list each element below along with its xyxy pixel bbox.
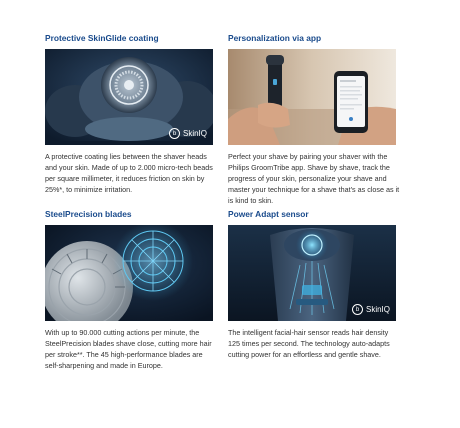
blades-illustration [45, 225, 213, 321]
app-illustration [228, 49, 396, 145]
feature-personalization [228, 33, 400, 205]
skiniq-logo-icon: b [169, 128, 180, 139]
feature-skinglide [45, 33, 213, 194]
feature-title: SteelPrecision blades [45, 209, 132, 219]
feature-title: Personalization via app [228, 33, 322, 43]
feature-title: Power Adapt sensor [228, 209, 309, 219]
skiniq-badge: b SkinIQ [169, 128, 207, 139]
feature-description: Perfect your shave by pairing your shaver with the Philips GroomTribe app. Shave by shave, track the progress of your skin, personalize your shave and master your technique for a shave that's as close as it is kind to skin. [228, 152, 400, 205]
feature-power-adapt [228, 209, 396, 359]
feature-description: With up to 90.000 cutting actions per minute, the SteelPrecision blades shave close, cutting more hair per stroke**. The 45 high-performance blades are self-sharpening and made in Europe. [45, 328, 212, 370]
blades-image [45, 225, 213, 321]
sensor-image [228, 225, 396, 321]
feature-steelprecision [45, 209, 213, 370]
skinglide-image [45, 49, 213, 145]
skiniq-logo-icon: b [352, 304, 363, 315]
app-image [228, 49, 396, 145]
feature-description: The intelligent facial-hair sensor reads hair density 125 times per second. The technology auto-adapts cutting power for an effortless and gentle shave. [228, 328, 390, 359]
feature-description: A protective coating lies between the shaver heads and your skin. Made of up to 2.000 micro-tech beads per square millimeter, it reduces friction on skin by 25%*, to minimize irritation. [45, 152, 213, 194]
feature-title: Protective SkinGlide coating [45, 33, 159, 43]
skiniq-badge: b SkinIQ [352, 304, 390, 315]
